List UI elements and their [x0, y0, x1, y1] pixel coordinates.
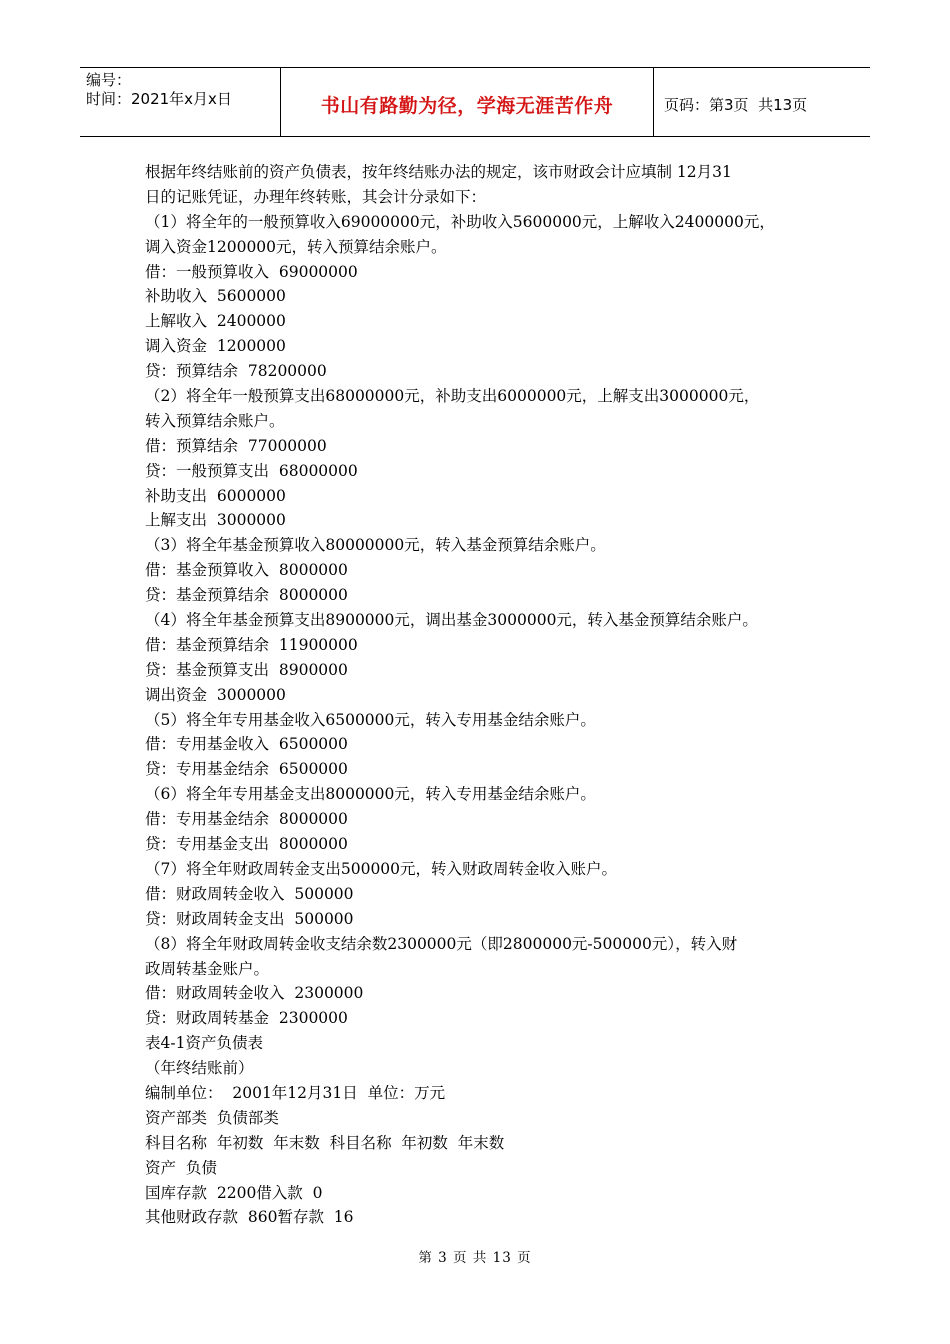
text-line: 其他财政存款 860暂存款 16 — [145, 1208, 354, 1227]
text-line: 上解收入 2400000 — [145, 312, 286, 331]
text-line: 借：财政周转金收入 2300000 — [145, 984, 364, 1003]
text-line: 转入预算结余账户。 — [145, 411, 285, 430]
text-line: 借：基金预算结余 11900000 — [145, 635, 358, 654]
page-label: 页码：第3页 共13页 — [664, 95, 808, 114]
text-line: 贷：专用基金结余 6500000 — [145, 760, 348, 779]
text-line: 根据年终结账前的资产负债表，按年终结账办法的规定，该市财政会计应填制 12月31 — [145, 163, 732, 181]
text-line: 借：财政周转金收入 500000 — [145, 884, 354, 903]
text-line: 补助收入 5600000 — [145, 287, 286, 306]
page-footer — [0, 1246, 950, 1266]
text-line: （年终结账前） — [145, 1059, 254, 1078]
text-line: 贷：专用基金支出 8000000 — [145, 835, 348, 854]
text-line: 编制单位： 2001年12月31日 单位：万元 — [145, 1083, 446, 1102]
text-line: （3）将全年基金预算收入80000000元，转入基金预算结余账户。 — [145, 536, 606, 555]
text-line: 上解支出 3000000 — [145, 511, 286, 530]
text-line: 贷：基金预算支出 8900000 — [145, 660, 348, 679]
header-motto-cell — [281, 68, 654, 136]
document-body — [145, 160, 825, 1230]
text-line: （5）将全年专用基金收入6500000元，转入专用基金结余账户。 — [145, 710, 596, 729]
text-line: 补助支出 6000000 — [145, 486, 286, 505]
text-line: （4）将全年基金预算支出8900000元，调出基金3000000元，转入基金预算结余账户。 — [145, 611, 758, 630]
text-line: 资产 负债 — [145, 1158, 217, 1177]
text-line: 借：专用基金结余 8000000 — [145, 810, 348, 829]
motto-text: 书山有路勤为径，学海无涯苦作舟 — [320, 94, 614, 117]
text-line: 贷：财政周转基金 2300000 — [145, 1009, 348, 1028]
text-line: （2）将全年一般预算支出68000000元，补助支出6000000元，上解支出3000000元， — [145, 387, 760, 406]
text-line: 日的记账凭证，办理年终转账，其会计分录如下： — [145, 187, 487, 206]
header-page-cell — [654, 68, 870, 136]
text-line: 调出资金 3000000 — [145, 685, 286, 704]
text-line: （7）将全年财政周转金支出500000元，转入财政周转金收入账户。 — [145, 859, 618, 878]
text-line: 贷：预算结余 78200000 — [145, 362, 327, 381]
text-line: 借：基金预算收入 8000000 — [145, 561, 348, 580]
text-line: 借：一般预算收入 69000000 — [145, 262, 358, 281]
number-label: 编号： — [86, 71, 132, 89]
text-line: （8）将全年财政周转金收支结余数2300000元（即2800000元-500000元），转入财 — [145, 934, 738, 953]
document-header — [80, 67, 870, 137]
text-line: （1）将全年的一般预算收入69000000元，补助收入5600000元，上解收入2400000元， — [145, 212, 775, 231]
text-line: 资产部类 负债部类 — [145, 1108, 279, 1127]
text-line: 贷：财政周转金支出 500000 — [145, 909, 354, 928]
text-line: 借：专用基金收入 6500000 — [145, 735, 348, 754]
text-line: 贷：基金预算结余 8000000 — [145, 586, 348, 605]
text-line: 科目名称 年初数 年末数 科目名称 年初数 年末数 — [145, 1133, 505, 1152]
text-line: 表4-1资产负债表 — [145, 1034, 263, 1053]
text-line: 国库存款 2200借入款 0 — [145, 1183, 323, 1202]
header-meta-cell — [80, 68, 281, 136]
text-line: 贷：一般预算支出 68000000 — [145, 461, 358, 480]
text-line: （6）将全年专用基金支出8000000元，转入专用基金结余账户。 — [145, 785, 596, 804]
text-line: 借：预算结余 77000000 — [145, 436, 327, 455]
text-line: 调入资金 1200000 — [145, 337, 286, 356]
text-line: 政周转基金账户。 — [145, 959, 270, 978]
text-line: 调入资金1200000元，转入预算结余账户。 — [145, 237, 447, 256]
time-label: 时间：2021年x月x日 — [86, 90, 232, 108]
footer-page-number: 第 3 页 共 13 页 — [418, 1250, 532, 1266]
